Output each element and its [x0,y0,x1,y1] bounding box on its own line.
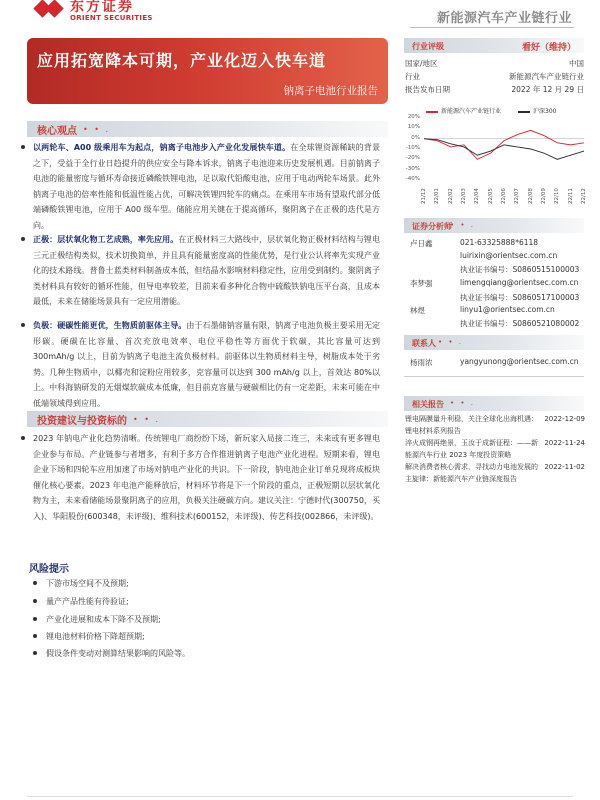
logo-chinese-name: 东方证券 [70,0,134,15]
section-core-header: 核心观点 • • . [27,121,388,137]
section-advice-header: 投资建议与投资标的 • • . [27,411,388,427]
x-tick-label: 21/12 [421,188,427,204]
risk-item-text: 假设条件变动对测算结果影响的风险等。 [46,649,190,658]
core-paragraph-1-lead: 以两轮车、A00 级乘用车为起点，钠离子电池步入产业化发展快车道。 [33,143,291,152]
bullet-icon [33,581,37,585]
x-tick-label: 22/10 [554,188,561,204]
company-logo [34,0,153,22]
x-tick-label: 22/08 [527,188,534,204]
footer-divider [27,796,573,797]
y-tick-label: -20% [405,155,420,162]
core-paragraph-3 [33,318,380,411]
risk-item-text: 量产产品性能有待验证; [46,597,129,606]
chart-canvas [404,100,588,208]
x-tick-label: 22/11 [567,188,574,204]
x-tick-label: 22/05 [487,188,494,204]
bullet-icon [33,634,37,638]
analyst-email: limengqiang@orientsec.com.cn [460,278,579,287]
legend-label: 沪深300 [533,108,557,115]
advice-text: 2023 年钠电产业化趋势清晰。传统锂电厂商纷纷下场，新玩家入局接二连三，未来或有更多锂电企业参与布局。产业链参与者增多，有利于多方合作推进钠离子电池产业化进程。短期来看，锂电企业下场和四轮车应用加速了市场对钠电产业化的共识。下一阶段，钠电池企业订单兑现将成板块催化核心要素。2023 年电池产能释放后，材料环节将是下一个阶段的重点，正极短期以层状氧化物为主，未来看储能场景聚阴离子的应用，负极关注硬碳方向。建议关注：宁德时代(300750，买入)、华阳股份(600348，未评级)、维科技术(600152，未评级)、传艺科技(002866，未评级)。 [33,434,380,521]
advice-paragraph [33,431,380,524]
bullet-icon [21,436,25,440]
bullet-icon [21,237,25,241]
info-value: 新能源汽车产业链行业 [509,72,584,81]
core-paragraph-2 [33,232,380,310]
analyst-phone: 021-63325888*6118 [460,238,539,247]
related-report[interactable] [405,438,585,461]
y-tick-label: 20% [407,114,420,120]
related-report[interactable] [405,462,585,485]
related-report-title[interactable]: 淬火成钢再绝景，玉汝于成新征程：——新能源汽车行业 2023 年度投资策略 [405,439,538,459]
logo-mark-icon [34,2,64,20]
info-key: 行业 [405,72,420,81]
analyst-license: 执业证书编号：S0860521080002 [460,319,580,328]
analyst-email: linyu1@orientsec.com.cn [460,305,555,314]
contact-email: yangyunong@orientsec.com.cn [460,357,579,366]
core-paragraph-2-text: 在正极材料三大路线中，层状氧化物正极材料结构与锂电三元正极结构类似，技术切换简单，并且具有能量密度高的性能优势，是行业公认将率先实现产业化的技术路线。普鲁士蓝类材料制备成本低，但结晶水影响材料稳定性，应用受到制约。聚阴离子类材料具有较好的循环性能，但导电率较差，目前来看多种化合物中硫酸铁钠电压平台高，且成本最低，未来在储能场景具有一定应用潜能。 [33,235,381,306]
risk-item [46,578,129,589]
info-value: 2022 年 12 月 29 日 [511,85,584,94]
x-tick-label: 22/03 [461,188,467,204]
analyst-license: 执业证书编号：S0860515100003 [460,265,580,274]
header-divider [410,27,574,28]
core-paragraph-2-lead: 正极：层状氧化物工艺成熟，率先应用。 [33,235,179,244]
risk-item [46,596,129,607]
x-tick-label: 22/02 [447,188,454,204]
x-tick-label: 22/06 [501,188,507,204]
risk-item-text: 锂电池材料价格下降超预期; [46,632,145,641]
section-core-title: 核心观点 [37,125,77,137]
y-tick-label: -40% [405,176,420,182]
bullet-icon [33,617,37,621]
y-tick-label: 10% [407,124,420,131]
analyst-email: luirixin@orientsec.com.cn [460,251,558,260]
divider [404,376,584,377]
risk-title: 风险提示 [29,564,69,575]
report-title: 应用拓宽降本可期，产业化迈入快车道 [37,51,327,70]
core-paragraph-3-text: 由于石墨储钠容量有限，钠离子电池负极主要采用无定形碳。硬碳在比容量、首次充放电效率、电位平稳性等方面优于软碳，其比容量可达到 300mAh/g 以上，目前为钠离子电池主流负极材料。前驱体以生物质材料主导，树脂成本处于劣势。几种生物质中，以椰壳和淀粉应用较多，克容量可以达到 300 mAh/g 以上，首效达 80%以上。中科海钠研发的无烟煤软碳成本低廉，但目前克容量与硬碳相比仍有一定差距，未来可能在中低端领域得到应用。 [33,321,380,408]
info-value: 中国 [569,59,584,68]
bullet-icon [21,145,25,149]
related-title: 相关报告 [412,400,444,409]
related-report-date: 2022-11-02 [544,463,585,471]
core-paragraph-3-lead: 负极：硬碳性能更优，生物质前驱体主导。 [33,321,187,330]
analyst-license: 执业证书编号：S0860517100003 [460,293,580,302]
rating-value: 看好（维持） [521,43,576,53]
related-report-date: 2022-12-09 [544,415,585,423]
related-report-title[interactable]: 锂电隔膜量升利稳，关注全球化出海机遇：锂电材料系列报告 [405,415,538,435]
info-row-region [405,58,584,69]
core-paragraph-1 [33,140,380,233]
x-tick-label: 22/07 [514,188,521,204]
x-tick-label: 22/12 [581,188,587,204]
risk-item [46,614,161,625]
analysts-header: 证券分析师 • • . [404,218,584,233]
info-row-industry [405,71,584,82]
bullet-icon [33,651,37,655]
x-tick-label: 22/01 [434,188,441,204]
rating-label: 行业评级 [412,42,444,51]
info-key: 报告发布日期 [405,85,450,94]
section-advice-title: 投资建议与投资标的 [37,415,127,427]
related-report-date: 2022-11-24 [544,439,585,447]
contact-title: 联系人 [412,339,436,348]
analyst-name: 李梦强 [410,279,433,288]
core-paragraph-1-text: 在全球锂资源稀缺的背景之下，受益于全行业日趋提升的供应安全与降本诉求，钠离子电池迎来历史发展机遇。目前钠离子电池的能量密度与循环寿命接近磷酸铁锂电池，足以取代铅酸电池，应用于电动两轮车场景。此外钠离子电池的倍率性能和低温性能占优，可解决铁锂四轮车的痛点。在乘用车市场有望取代部分低端磷酸铁锂电池，应用于 A00 级车型。储能应用关键在于提高循环，聚阴离子在正极的迭代是方向。 [33,143,381,230]
bullet-icon [33,599,37,603]
bullet-icon [21,323,25,327]
risk-item-text: 产业化进展和成本下降不及预期; [46,615,161,624]
series-line [424,139,584,160]
risk-item [46,631,145,642]
y-tick-label: 0% [411,134,420,141]
related-header: 相关报告 • • . [404,396,584,411]
legend-label: 新能源汽车产业链行业 [441,108,502,115]
info-key: 国家/地区 [405,59,438,68]
x-tick-label: 22/04 [474,188,481,204]
report-subtitle: 钠离子电池行业报告 [283,85,378,97]
contact-name: 杨雨浓 [410,358,433,367]
performance-chart [404,100,588,208]
logo-english-name: ORIENT SECURITIES [70,14,153,22]
risk-item-text: 下游市场空间不及预期; [46,579,129,588]
analyst-name: 林煜 [410,306,425,315]
title-banner [27,38,388,104]
contact-header: 联系人 • • . [404,335,584,350]
related-report-title[interactable]: 解决消费者核心需求，寻找动力电池发展的主旋律：新能源汽车产业链深度报告 [405,463,538,483]
analysts-title: 证券分析师 [412,222,452,231]
y-tick-label: -10% [405,145,420,151]
x-tick-label: 22/09 [541,188,547,204]
info-row-date [405,84,584,95]
header-category: 新能源汽车产业链行业 [436,11,572,26]
analyst-name: 卢日鑫 [410,239,433,248]
y-tick-label: -30% [405,165,420,172]
related-report[interactable] [405,414,585,437]
risk-item [46,648,190,659]
rating-header [404,38,584,53]
